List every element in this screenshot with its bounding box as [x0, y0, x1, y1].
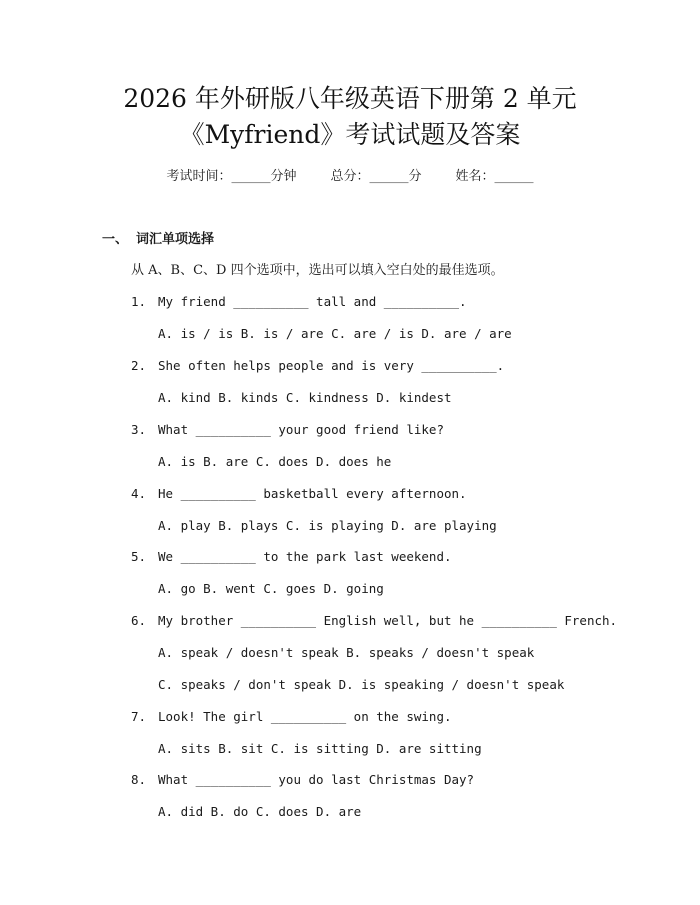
question-options: A. play B. plays C. is playing D. are playing	[158, 518, 497, 533]
question-stem: What __________ you do last Christmas Day?	[158, 772, 475, 787]
question-stem: My brother __________ English well, but he __________ French.	[158, 613, 618, 628]
exam-time: 考试时间：______分钟	[166, 169, 297, 184]
question-number: 2.	[131, 358, 147, 373]
question-options: C. speaks / don't speak D. is speaking / doesn't speak	[158, 677, 565, 692]
student-name: 姓名：______	[455, 169, 534, 184]
question-stem: We __________ to the park last weekend.	[158, 549, 452, 564]
question-stem: What __________ your good friend like?	[158, 422, 444, 437]
question-options: A. sits B. sit C. is sitting D. are sitting	[158, 741, 482, 756]
question-number: 8.	[131, 772, 147, 787]
question-options: A. did B. do C. does D. are	[158, 804, 362, 819]
question-number: 1.	[131, 294, 147, 309]
question-stem: She often helps people and is very __________.	[158, 358, 505, 373]
section-instruction: 从 A、B、C、D 四个选项中，选出可以填入空白处的最佳选项。	[131, 263, 504, 278]
exam-meta-line	[0, 168, 700, 186]
document-title-line-2: 《Myfriend》考试试题及答案	[179, 120, 521, 149]
document-title-line-1: 2026 年外研版八年级英语下册第 2 单元	[123, 84, 577, 113]
question-number: 6.	[131, 613, 147, 628]
question-options: A. is / is B. is / are C. are / is D. are / are	[158, 326, 512, 341]
question-number: 4.	[131, 486, 147, 501]
section-number: 一、	[102, 232, 129, 247]
section-heading	[102, 231, 214, 249]
question-options: A. kind B. kinds C. kindness D. kindest	[158, 390, 452, 405]
question-stem: My friend __________ tall and __________.	[158, 294, 467, 309]
question-number: 5.	[131, 549, 147, 564]
question-options: A. is B. are C. does D. does he	[158, 454, 392, 469]
section-title: 词汇单项选择	[136, 232, 215, 247]
question-options: A. go B. went C. goes D. going	[158, 581, 384, 596]
question-stem: Look! The girl __________ on the swing.	[158, 709, 452, 724]
question-options: A. speak / doesn't speak B. speaks / doesn't speak	[158, 645, 535, 660]
total-score: 总分：______分	[330, 169, 422, 184]
question-stem: He __________ basketball every afternoon.	[158, 486, 467, 501]
question-number: 3.	[131, 422, 147, 437]
question-number: 7.	[131, 709, 147, 724]
